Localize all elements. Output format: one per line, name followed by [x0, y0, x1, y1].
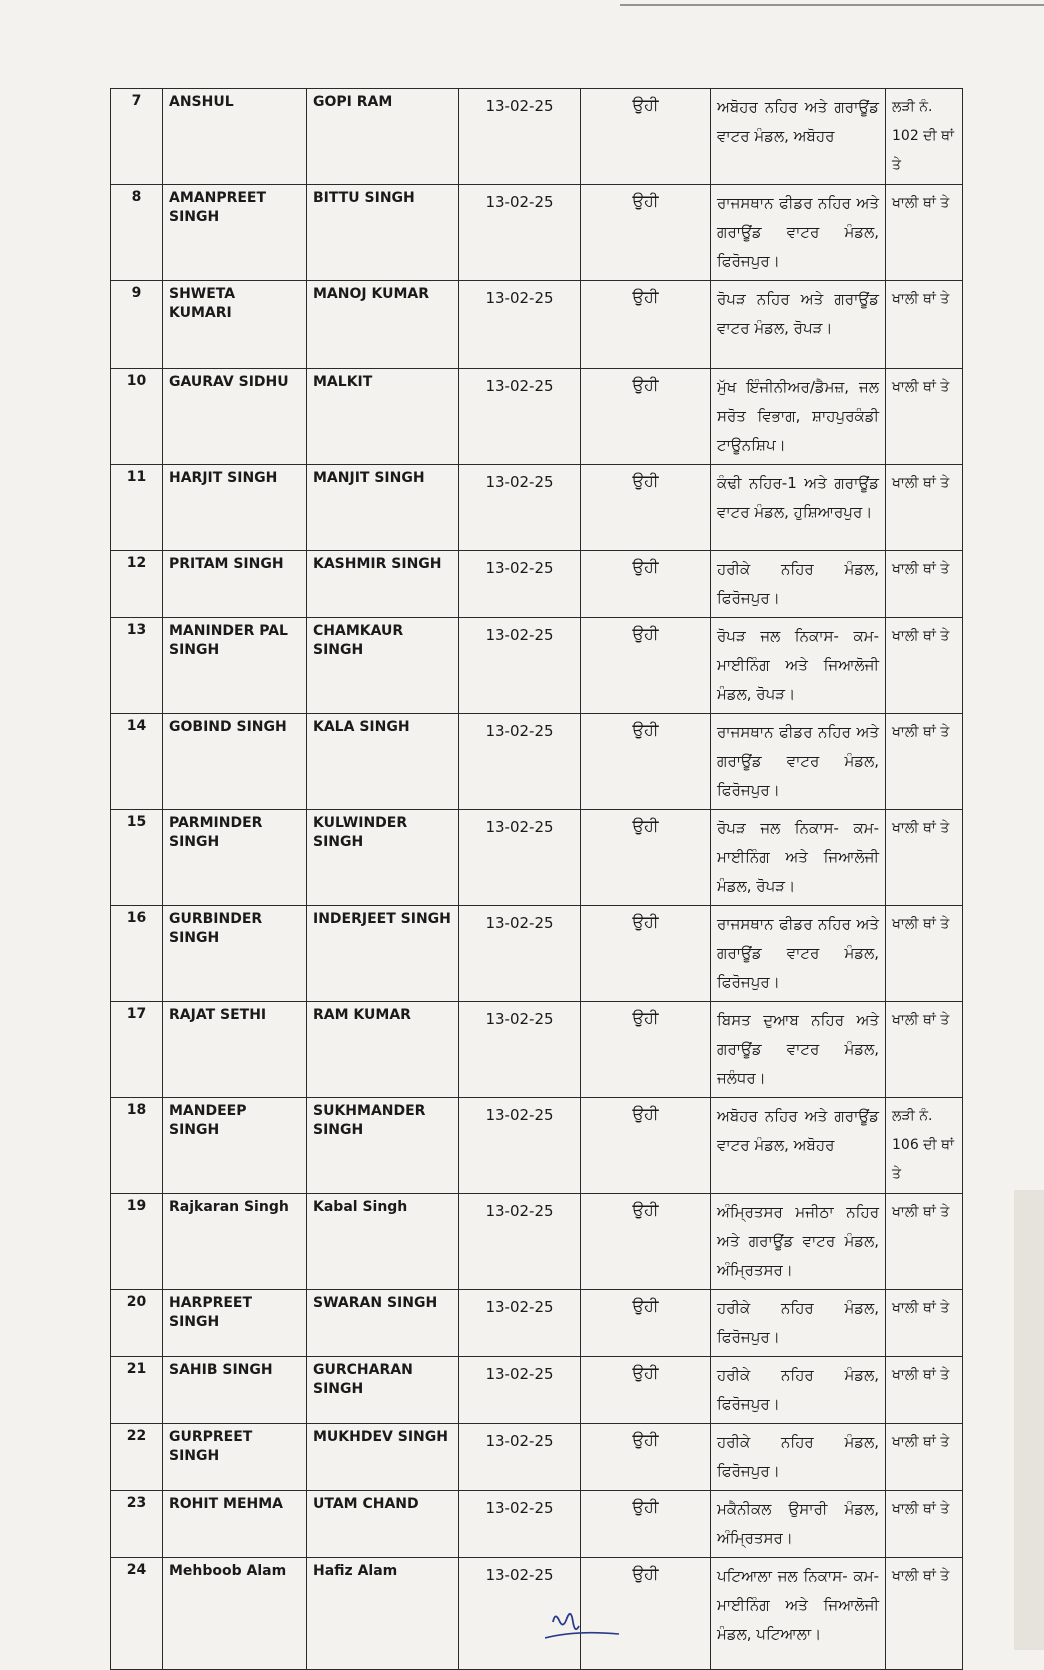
cell-no: 8	[111, 185, 163, 281]
cell-name: PARMINDER SINGH	[163, 810, 307, 906]
table-row	[111, 906, 963, 1002]
cell-name: GOBIND SINGH	[163, 714, 307, 810]
table-row	[111, 465, 963, 551]
cell-no: 17	[111, 1002, 163, 1098]
cell-status: ਉਹੀ	[581, 465, 711, 551]
cell-father: GURCHARAN SINGH	[307, 1357, 459, 1424]
cell-date: 13-02-25	[459, 1098, 581, 1194]
cell-remark: ਖਾਲੀ ਥਾਂ ਤੇ	[886, 618, 963, 714]
cell-date: 13-02-25	[459, 1491, 581, 1558]
cell-date: 13-02-25	[459, 1558, 581, 1670]
cell-no: 14	[111, 714, 163, 810]
cell-date: 13-02-25	[459, 714, 581, 810]
cell-office: ਕੰਢੀ ਨਹਿਰ-1 ਅਤੇ ਗਰਾਊਂਡ ਵਾਟਰ ਮੰਡਲ, ਹੁਸ਼ਿਆਰਪੁਰ।	[711, 465, 886, 551]
cell-father: Kabal Singh	[307, 1194, 459, 1290]
cell-name: HARPREET SINGH	[163, 1290, 307, 1357]
cell-status: ਉਹੀ	[581, 1098, 711, 1194]
cell-date: 13-02-25	[459, 89, 581, 185]
cell-no: 20	[111, 1290, 163, 1357]
cell-father: BITTU SINGH	[307, 185, 459, 281]
cell-status: ਉਹੀ	[581, 1357, 711, 1424]
cell-name: PRITAM SINGH	[163, 551, 307, 618]
table-row	[111, 618, 963, 714]
cell-office: ਅੰਮ੍ਰਿਤਸਰ ਮਜੀਠਾ ਨਹਿਰ ਅਤੇ ਗਰਾਊਂਡ ਵਾਟਰ ਮੰਡਲ, ਅੰਮ੍ਰਿਤਸਰ।	[711, 1194, 886, 1290]
cell-status: ਉਹੀ	[581, 551, 711, 618]
cell-status: ਉਹੀ	[581, 1491, 711, 1558]
cell-no: 24	[111, 1558, 163, 1670]
table-row	[111, 369, 963, 465]
cell-name: MANDEEP SINGH	[163, 1098, 307, 1194]
cell-father: MANJIT SINGH	[307, 465, 459, 551]
cell-remark: ਖਾਲੀ ਥਾਂ ਤੇ	[886, 281, 963, 369]
cell-office: ਰਾਜਸਥਾਨ ਫੀਡਰ ਨਹਿਰ ਅਤੇ ਗਰਾਊਂਡ ਵਾਟਰ ਮੰਡਲ, ਫਿਰੋਜਪੁਰ।	[711, 185, 886, 281]
table-row	[111, 1491, 963, 1558]
cell-father: KASHMIR SINGH	[307, 551, 459, 618]
cell-name: GURBINDER SINGH	[163, 906, 307, 1002]
cell-status: ਉਹੀ	[581, 714, 711, 810]
table-row	[111, 185, 963, 281]
cell-no: 11	[111, 465, 163, 551]
cell-office: ਹਰੀਕੇ ਨਹਿਰ ਮੰਡਲ, ਫਿਰੋਜਪੁਰ।	[711, 1357, 886, 1424]
cell-office: ਹਰੀਕੇ ਨਹਿਰ ਮੰਡਲ, ਫਿਰੋਜਪੁਰ।	[711, 1424, 886, 1491]
cell-father: UTAM CHAND	[307, 1491, 459, 1558]
cell-name: MANINDER PAL SINGH	[163, 618, 307, 714]
cell-name: GAURAV SIDHU	[163, 369, 307, 465]
cell-status: ਉਹੀ	[581, 906, 711, 1002]
table-body	[111, 89, 963, 1670]
signature-mark	[545, 1608, 625, 1642]
cell-office: ਹਰੀਕੇ ਨਹਿਰ ਮੰਡਲ, ਫਿਰੋਜਪੁਰ।	[711, 1290, 886, 1357]
cell-date: 13-02-25	[459, 281, 581, 369]
cell-no: 10	[111, 369, 163, 465]
cell-office: ਅਬੋਹਰ ਨਹਿਰ ਅਤੇ ਗਰਾਊਂਡ ਵਾਟਰ ਮੰਡਲ, ਅਬੋਹਰ	[711, 1098, 886, 1194]
cell-no: 18	[111, 1098, 163, 1194]
cell-name: GURPREET SINGH	[163, 1424, 307, 1491]
cell-no: 15	[111, 810, 163, 906]
cell-status: ਉਹੀ	[581, 1002, 711, 1098]
cell-status: ਉਹੀ	[581, 810, 711, 906]
cell-date: 13-02-25	[459, 1357, 581, 1424]
cell-remark: ਖਾਲੀ ਥਾਂ ਤੇ	[886, 1194, 963, 1290]
cell-no: 16	[111, 906, 163, 1002]
cell-office: ਹਰੀਕੇ ਨਹਿਰ ਮੰਡਲ, ਫਿਰੋਜਪੁਰ।	[711, 551, 886, 618]
cell-name: SHWETA KUMARI	[163, 281, 307, 369]
posting-table	[110, 88, 963, 1670]
table-row	[111, 281, 963, 369]
cell-father: INDERJEET SINGH	[307, 906, 459, 1002]
cell-remark: ਲੜੀ ਨੰ. 102 ਦੀ ਥਾਂ ਤੇ	[886, 89, 963, 185]
cell-name: AMANPREET SINGH	[163, 185, 307, 281]
cell-office: ਅਬੋਹਰ ਨਹਿਰ ਅਤੇ ਗਰਾਊਂਡ ਵਾਟਰ ਮੰਡਲ, ਅਬੋਹਰ	[711, 89, 886, 185]
table-row	[111, 1290, 963, 1357]
cell-date: 13-02-25	[459, 906, 581, 1002]
table-row	[111, 551, 963, 618]
cell-office: ਰੋਪੜ ਜਲ ਨਿਕਾਸ- ਕਮ- ਮਾਈਨਿੰਗ ਅਤੇ ਜਿਆਲੋਜੀ ਮੰਡਲ, ਰੋਪੜ।	[711, 810, 886, 906]
cell-office: ਰਾਜਸਥਾਨ ਫੀਡਰ ਨਹਿਰ ਅਤੇ ਗਰਾਊਂਡ ਵਾਟਰ ਮੰਡਲ, ਫਿਰੋਜਪੁਰ।	[711, 906, 886, 1002]
cell-office: ਮਕੈਨੀਕਲ ਉਸਾਰੀ ਮੰਡਲ, ਅੰਮ੍ਰਿਤਸਰ।	[711, 1491, 886, 1558]
cell-no: 13	[111, 618, 163, 714]
cell-remark: ਖਾਲੀ ਥਾਂ ਤੇ	[886, 369, 963, 465]
cell-status: ਉਹੀ	[581, 185, 711, 281]
cell-date: 13-02-25	[459, 1002, 581, 1098]
cell-name: HARJIT SINGH	[163, 465, 307, 551]
table-row	[111, 714, 963, 810]
cell-name: RAJAT SETHI	[163, 1002, 307, 1098]
cell-remark: ਖਾਲੀ ਥਾਂ ਤੇ	[886, 810, 963, 906]
cell-remark: ਖਾਲੀ ਥਾਂ ਤੇ	[886, 465, 963, 551]
cell-office: ਰੋਪੜ ਨਹਿਰ ਅਤੇ ਗਰਾਊਂਡ ਵਾਟਰ ਮੰਡਲ, ਰੋਪੜ।	[711, 281, 886, 369]
cell-status: ਉਹੀ	[581, 618, 711, 714]
cell-date: 13-02-25	[459, 618, 581, 714]
table-row	[111, 1558, 963, 1670]
cell-date: 13-02-25	[459, 369, 581, 465]
cell-father: MALKIT	[307, 369, 459, 465]
cell-date: 13-02-25	[459, 1290, 581, 1357]
cell-remark: ਖਾਲੀ ਥਾਂ ਤੇ	[886, 1558, 963, 1670]
table-row	[111, 1357, 963, 1424]
cell-office: ਰੋਪੜ ਜਲ ਨਿਕਾਸ- ਕਮ- ਮਾਈਨਿੰਗ ਅਤੇ ਜਿਆਲੋਜੀ ਮੰਡਲ, ਰੋਪੜ।	[711, 618, 886, 714]
table-row	[111, 1424, 963, 1491]
cell-name: Mehboob Alam	[163, 1558, 307, 1670]
cell-remark: ਖਾਲੀ ਥਾਂ ਤੇ	[886, 1002, 963, 1098]
cell-father: CHAMKAUR SINGH	[307, 618, 459, 714]
cell-status: ਉਹੀ	[581, 1290, 711, 1357]
cell-name: Rajkaran Singh	[163, 1194, 307, 1290]
cell-status: ਉਹੀ	[581, 1424, 711, 1491]
table-row	[111, 1098, 963, 1194]
cell-date: 13-02-25	[459, 1424, 581, 1491]
page-edge-line	[620, 4, 1044, 6]
cell-no: 9	[111, 281, 163, 369]
table-row	[111, 1194, 963, 1290]
cell-status: ਉਹੀ	[581, 281, 711, 369]
cell-father: KALA SINGH	[307, 714, 459, 810]
cell-status: ਉਹੀ	[581, 369, 711, 465]
cell-date: 13-02-25	[459, 1194, 581, 1290]
cell-father: RAM KUMAR	[307, 1002, 459, 1098]
cell-office: ਪਟਿਆਲਾ ਜਲ ਨਿਕਾਸ- ਕਮ-ਮਾਈਨਿੰਗ ਅਤੇ ਜਿਆਲੋਜੀ ਮੰਡਲ, ਪਟਿਆਲਾ।	[711, 1558, 886, 1670]
table-row	[111, 810, 963, 906]
cell-name: ANSHUL	[163, 89, 307, 185]
table-row	[111, 1002, 963, 1098]
cell-father: SWARAN SINGH	[307, 1290, 459, 1357]
cell-no: 21	[111, 1357, 163, 1424]
cell-father: Hafiz Alam	[307, 1558, 459, 1670]
cell-status: ਉਹੀ	[581, 1558, 711, 1670]
cell-remark: ਖਾਲੀ ਥਾਂ ਤੇ	[886, 551, 963, 618]
cell-name: SAHIB SINGH	[163, 1357, 307, 1424]
cell-date: 13-02-25	[459, 185, 581, 281]
cell-office: ਬਿਸਤ ਦੁਆਬ ਨਹਿਰ ਅਤੇ ਗਰਾਊਂਡ ਵਾਟਰ ਮੰਡਲ, ਜਲੰਧਰ।	[711, 1002, 886, 1098]
cell-father: MANOJ KUMAR	[307, 281, 459, 369]
cell-name: ROHIT MEHMA	[163, 1491, 307, 1558]
cell-remark: ਖਾਲੀ ਥਾਂ ਤੇ	[886, 185, 963, 281]
cell-date: 13-02-25	[459, 465, 581, 551]
cell-father: SUKHMANDER SINGH	[307, 1098, 459, 1194]
cell-office: ਮੁੱਖ ਇੰਜੀਨੀਅਰ/ਡੈਮਜ਼, ਜਲ ਸਰੋਤ ਵਿਭਾਗ, ਸ਼ਾਹਪੁਰਕੰਡੀ ਟਾਊਨਸ਼ਿਪ।	[711, 369, 886, 465]
cell-no: 12	[111, 551, 163, 618]
cell-father: MUKHDEV SINGH	[307, 1424, 459, 1491]
cell-remark: ਖਾਲੀ ਥਾਂ ਤੇ	[886, 1290, 963, 1357]
cell-remark: ਖਾਲੀ ਥਾਂ ਤੇ	[886, 1491, 963, 1558]
cell-remark: ਖਾਲੀ ਥਾਂ ਤੇ	[886, 1357, 963, 1424]
cell-remark: ਖਾਲੀ ਥਾਂ ਤੇ	[886, 1424, 963, 1491]
cell-remark: ਲੜੀ ਨੰ. 106 ਦੀ ਥਾਂ ਤੇ	[886, 1098, 963, 1194]
cell-father: GOPI RAM	[307, 89, 459, 185]
cell-remark: ਖਾਲੀ ਥਾਂ ਤੇ	[886, 906, 963, 1002]
page-edge-shadow	[1014, 1190, 1044, 1650]
cell-office: ਰਾਜਸਥਾਨ ਫੀਡਰ ਨਹਿਰ ਅਤੇ ਗਰਾਊਂਡ ਵਾਟਰ ਮੰਡਲ, ਫਿਰੋਜਪੁਰ।	[711, 714, 886, 810]
table-row	[111, 89, 963, 185]
cell-father: KULWINDER SINGH	[307, 810, 459, 906]
cell-no: 7	[111, 89, 163, 185]
cell-no: 23	[111, 1491, 163, 1558]
cell-status: ਉਹੀ	[581, 89, 711, 185]
cell-remark: ਖਾਲੀ ਥਾਂ ਤੇ	[886, 714, 963, 810]
cell-status: ਉਹੀ	[581, 1194, 711, 1290]
cell-no: 22	[111, 1424, 163, 1491]
cell-no: 19	[111, 1194, 163, 1290]
cell-date: 13-02-25	[459, 551, 581, 618]
cell-date: 13-02-25	[459, 810, 581, 906]
